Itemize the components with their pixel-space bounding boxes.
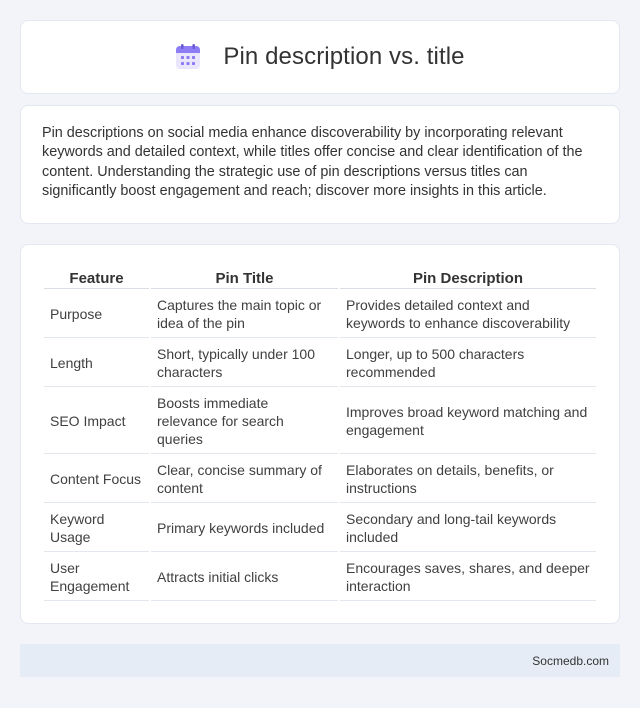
- intro-paragraph: Pin descriptions on social media enhance discoverability by incorporating relevant keywords and detailed context, while titles offer concise and clear identification of the content. Understanding the strategic use of pin descriptions versus titles can significantly boost engagement and reach; discover more insights in this article.: [42, 125, 583, 200]
- feature-cell: Purpose: [44, 291, 149, 338]
- pin-description-cell: Longer, up to 500 characters recommended: [340, 340, 596, 387]
- table-row: [44, 554, 596, 601]
- calendar-icon: [175, 44, 201, 70]
- table-row: [44, 340, 596, 387]
- pin-title-cell: Boosts immediate relevance for search queries: [151, 389, 338, 454]
- title-card: [20, 20, 620, 94]
- pin-description-cell: Elaborates on details, benefits, or instructions: [340, 456, 596, 503]
- footer-site-name: Socmedb.com: [532, 653, 609, 668]
- pin-title-cell: Clear, concise summary of content: [151, 456, 338, 503]
- table-row: [44, 505, 596, 552]
- table-row: [44, 456, 596, 503]
- feature-cell: SEO Impact: [44, 389, 149, 454]
- table-row: [44, 291, 596, 338]
- pin-title-cell: Captures the main topic or idea of the pin: [151, 291, 338, 338]
- footer: [20, 644, 620, 677]
- title-wrap: [175, 43, 464, 71]
- feature-cell: User Engagement: [44, 554, 149, 601]
- pin-title-cell: Primary keywords included: [151, 505, 338, 552]
- header-pin-title: Pin Title: [151, 267, 338, 289]
- pin-description-cell: Secondary and long-tail keywords included: [340, 505, 596, 552]
- pin-description-cell: Provides detailed context and keywords to enhance discoverability: [340, 291, 596, 338]
- feature-cell: Length: [44, 340, 149, 387]
- intro-card: [20, 105, 620, 224]
- header-feature: Feature: [44, 267, 149, 289]
- feature-cell: Content Focus: [44, 456, 149, 503]
- table-row: [44, 389, 596, 454]
- table-card: [20, 244, 620, 624]
- header-pin-description: Pin Description: [340, 267, 596, 289]
- page-title: Pin description vs. title: [223, 43, 465, 70]
- pin-description-cell: Improves broad keyword matching and engagement: [340, 389, 596, 454]
- table-header-row: [44, 267, 596, 289]
- pin-description-cell: Encourages saves, shares, and deeper interaction: [340, 554, 596, 601]
- feature-cell: Keyword Usage: [44, 505, 149, 552]
- pin-title-cell: Short, typically under 100 characters: [151, 340, 338, 387]
- comparison-table: [42, 265, 598, 603]
- pin-title-cell: Attracts initial clicks: [151, 554, 338, 601]
